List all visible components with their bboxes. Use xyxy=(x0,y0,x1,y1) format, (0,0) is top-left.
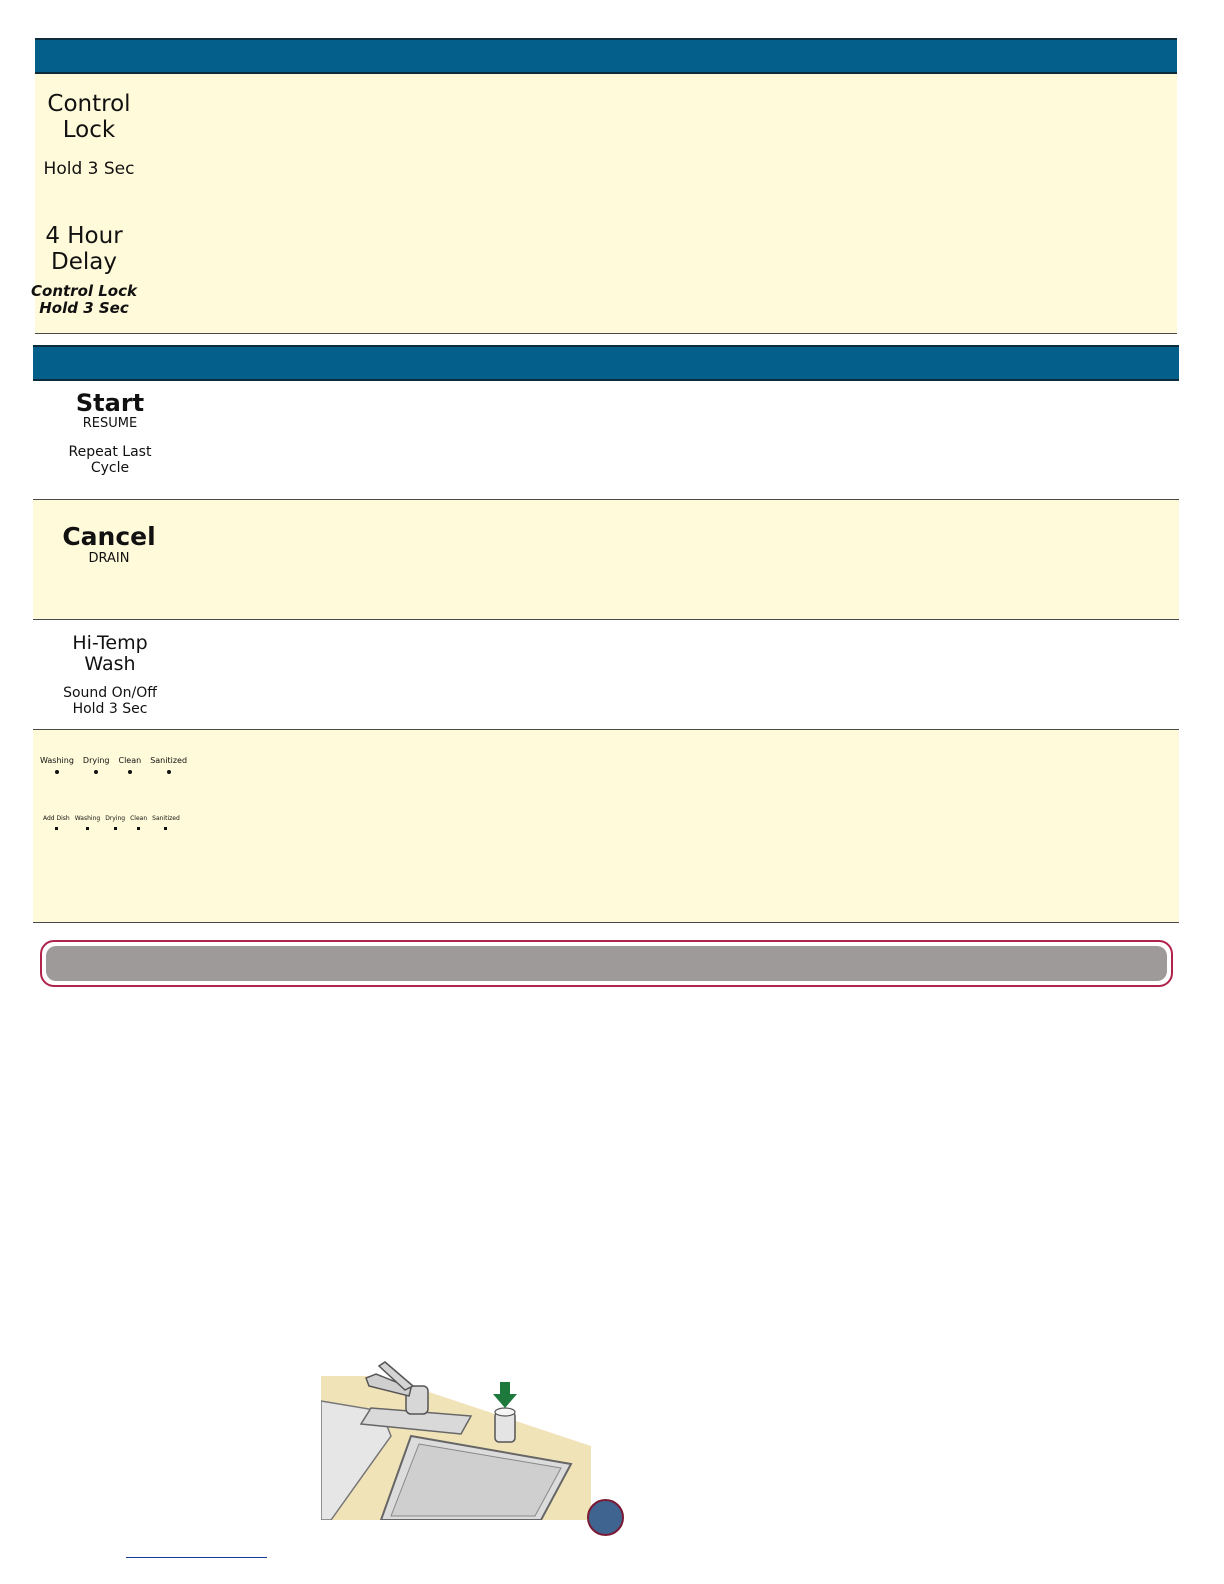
delay-alt-line1: Control Lock xyxy=(31,282,137,300)
section-title-bar xyxy=(40,940,1173,987)
status-indicator xyxy=(167,770,171,774)
cancel-row xyxy=(33,500,1179,619)
hitemp-extra-line1: Sound On/Off xyxy=(63,685,157,701)
cancel-sub: DRAIN xyxy=(88,551,130,566)
hitemp-button-label[interactable] xyxy=(45,633,175,676)
hitemp-title-line2: Wash xyxy=(84,653,136,676)
status-light-label: Washing xyxy=(40,756,74,765)
status-indicator xyxy=(94,770,98,774)
section2-header-band xyxy=(33,345,1179,381)
status-light-label: Add Dish xyxy=(43,815,70,822)
status-indicator xyxy=(128,770,132,774)
start-extra xyxy=(50,445,170,476)
status-row-rule xyxy=(33,922,1179,923)
status-light xyxy=(130,815,147,830)
page-number-badge xyxy=(587,1499,624,1536)
status-lights-row xyxy=(33,730,1179,922)
status-light xyxy=(40,756,74,774)
start-button-label[interactable]: Start xyxy=(75,389,145,417)
delay-title-line2: Delay xyxy=(51,248,117,275)
control-lock-button-label[interactable] xyxy=(30,92,148,144)
status-light-label: Clean xyxy=(130,815,148,822)
hitemp-extra xyxy=(45,686,175,717)
status-lights-b xyxy=(43,815,180,830)
status-light xyxy=(105,815,125,830)
status-light-label: Sanitized xyxy=(152,815,180,822)
delay-title-line1: 4 Hour xyxy=(45,223,123,249)
control-lock-title-line2: Lock xyxy=(62,116,116,143)
start-extra-line1: Repeat Last xyxy=(68,444,152,460)
bottom-underline xyxy=(126,1557,267,1558)
start-row xyxy=(33,381,1179,499)
status-light-label: Drying xyxy=(105,815,126,822)
status-indicator xyxy=(164,827,167,830)
delay-alt-label xyxy=(24,283,144,317)
control-lock-title-line1: Control xyxy=(47,91,131,117)
section1-panel xyxy=(35,74,1177,333)
delay-button-label[interactable] xyxy=(24,224,144,276)
status-light-label: Drying xyxy=(82,756,110,765)
status-light xyxy=(83,756,110,774)
status-indicator xyxy=(55,827,58,830)
status-light xyxy=(152,815,180,830)
hitemp-row xyxy=(33,620,1179,729)
status-light-label: Washing xyxy=(74,815,101,822)
start-sub: RESUME xyxy=(82,416,138,431)
status-light xyxy=(75,815,100,830)
hitemp-title-line1: Hi-Temp xyxy=(72,632,148,654)
air-gap-icon xyxy=(495,1408,515,1442)
section1-header-band xyxy=(35,38,1177,74)
status-indicator xyxy=(137,827,140,830)
status-light-label: Sanitized xyxy=(150,756,188,765)
status-indicator xyxy=(55,770,59,774)
control-lock-sub: Hold 3 Sec xyxy=(43,159,135,179)
down-arrow-icon xyxy=(493,1382,517,1408)
status-light xyxy=(43,815,70,830)
hitemp-extra-line2: Hold 3 Sec xyxy=(72,700,148,717)
section-title-bar-fill xyxy=(46,946,1167,981)
delay-alt-line2: Hold 3 Sec xyxy=(39,298,129,317)
status-indicator xyxy=(114,827,117,830)
faucet-illustration xyxy=(321,1356,611,1520)
status-light xyxy=(150,756,187,774)
status-light xyxy=(118,756,141,774)
section1-bottom-rule xyxy=(35,333,1177,334)
status-lights-a xyxy=(40,756,187,774)
start-extra-line2: Cycle xyxy=(90,459,130,476)
cancel-button-label[interactable]: Cancel xyxy=(62,522,156,551)
status-light-label: Clean xyxy=(118,756,142,765)
status-indicator xyxy=(86,827,89,830)
